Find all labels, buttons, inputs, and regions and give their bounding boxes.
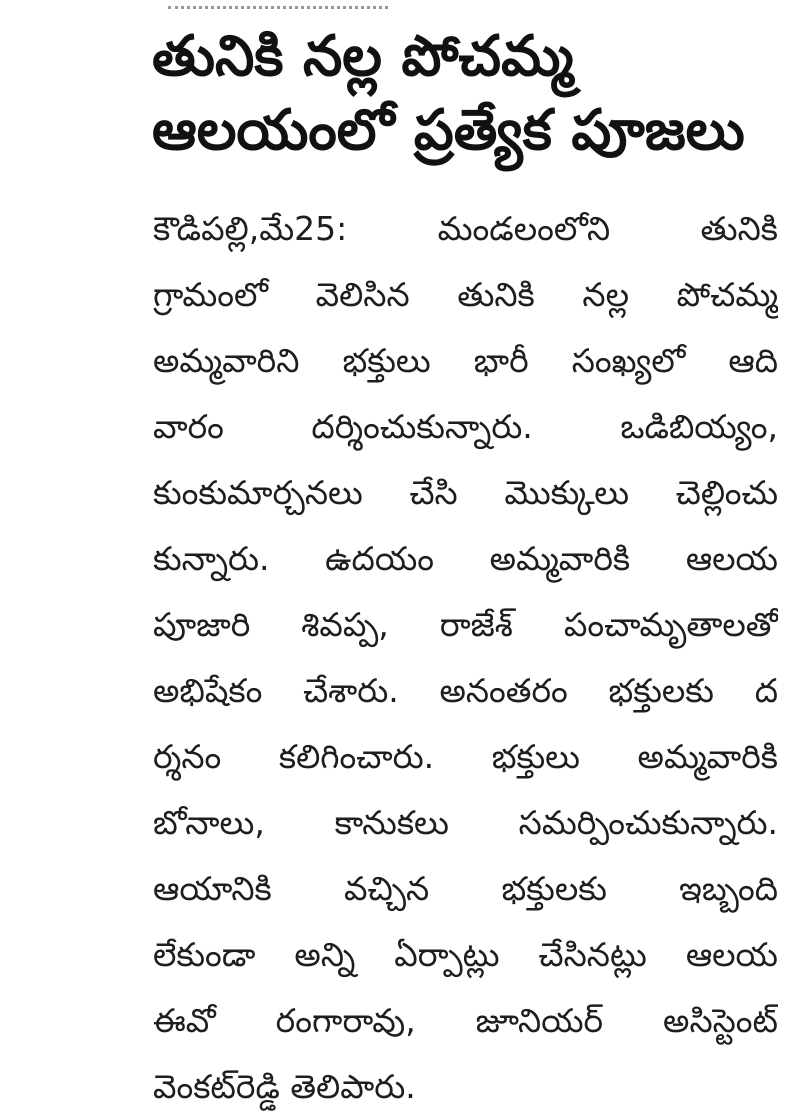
body-line-3: అమ్మవారిని భక్తులు భారీ సంఖ్యలో ఆది: [153, 341, 778, 380]
article-headline: [152, 20, 772, 168]
body-line-7: పూజారి శివప్ప, రాజేశ్ పంచామృతాలతో: [153, 605, 778, 644]
body-line-10: బోనాలు, కానుకలు సమర్పించుకున్నారు.: [153, 803, 778, 842]
body-line-14: వెంకట్‌రెడ్డి తెలిపారు.: [153, 1067, 416, 1106]
headline-line-2: ఆలయంలో ప్రత్యేక పూజలు: [152, 98, 745, 163]
previous-article-cut-off-text: [168, 0, 388, 12]
body-line-11: ఆయానికి వచ్చిన భక్తులకు ఇబ్బంది: [153, 869, 778, 908]
headline-line-1: తునికి నల్ల పోచమ్మ: [152, 24, 574, 89]
article-body: [153, 196, 778, 1120]
cut-off-text-remnant: [168, 0, 388, 9]
body-line-12: లేకుండా అన్ని ఏర్పాట్లు చేసినట్లు ఆలయ: [153, 935, 778, 974]
body-line-4: వారం దర్శించుకున్నారు. ఒడిబియ్యం,: [153, 407, 778, 446]
body-line-8: అభిషేకం చేశారు. అనంతరం భక్తులకు ద: [153, 671, 778, 710]
body-line-9: ర్శనం కలిగించారు. భక్తులు అమ్మవారికి: [153, 737, 778, 776]
body-line-2: గ్రామంలో వెలిసిన తునికి నల్ల పోచమ్మ: [153, 275, 778, 314]
body-line-13: ఈవో రంగారావు, జూనియర్ అసిస్టెంట్: [153, 1001, 778, 1040]
body-line-5: కుంకుమార్చనలు చేసి మొక్కులు చెల్లించు: [153, 473, 778, 512]
body-line-1: కౌడిపల్లి,మే25: మండలంలోని తునికి: [153, 209, 778, 248]
body-line-6: కున్నారు. ఉదయం అమ్మవారికి ఆలయ: [153, 539, 778, 578]
